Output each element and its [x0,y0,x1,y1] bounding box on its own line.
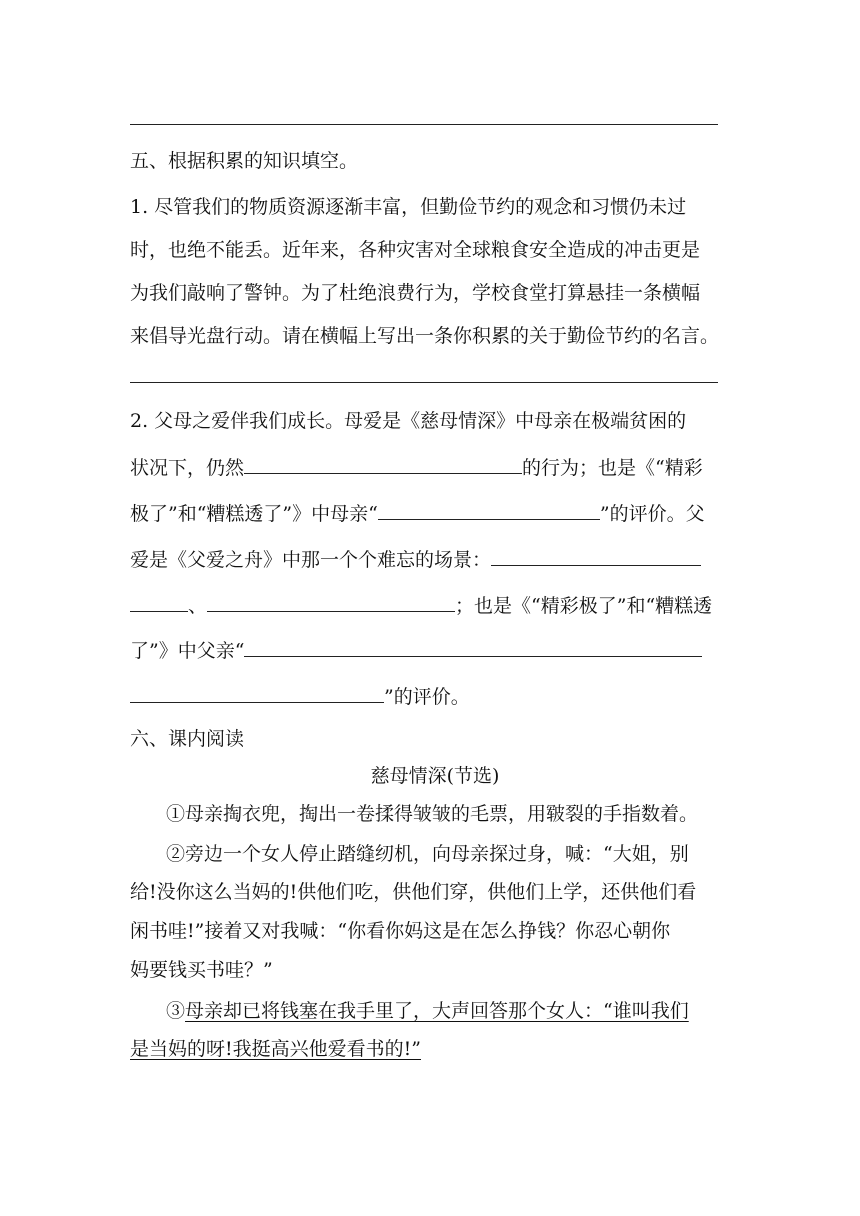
passage-paragraph-2-line-1: ②旁边一个女人停止踏缝纫机，向母亲探过身，喊：“大姐，别 [166,843,689,865]
passage-paragraph-3-line-1 [130,996,776,1026]
answer-blank[interactable] [491,543,701,566]
question-text: 状况下，仍然 [130,457,245,479]
section-heading: 六、课内阅读 [130,728,245,750]
passage-paragraph-2-line-3: 闲书哇!”接着又对我喊：“你看你妈这是在怎么挣钱？你忍心朝你 [130,920,671,942]
question-text: 极了”和“糟糕透了”》中母亲“ [130,503,378,525]
question-text: ”的评价。父 [599,503,705,525]
answer-blank[interactable] [207,589,455,612]
answer-blank[interactable] [130,680,384,703]
question-text: 了”》中父亲“ [130,640,245,662]
question-text: 的行为；也是《“精彩 [522,457,703,479]
question-2-line-5 [130,589,740,621]
question-2-line-7 [130,680,740,712]
answer-blank[interactable] [244,451,522,474]
question-1-line-2: 时，也绝不能丢。近年来，各种灾害对全球粮食安全造成的冲击更是 [130,239,701,261]
question-text: 、 [188,595,208,617]
answer-blank[interactable] [130,589,188,612]
passage-paragraph-3-line-2 [130,1034,740,1064]
question-2-line-3 [130,497,740,529]
passage-paragraph-2-line-2: 给!没你这么当妈的!供他们吃，供他们穿，供他们上学，还供他们看 [130,881,697,903]
answer-line[interactable] [130,382,718,383]
question-2-line-2 [130,451,740,483]
answer-blank[interactable] [378,497,600,520]
answer-blank[interactable] [244,634,702,657]
question-text: 爱是《父爱之舟》中那一个个难忘的场景： [130,549,492,571]
underlined-sentence: 是当妈的呀!我挺高兴他爱看书的!” [130,1038,421,1060]
paragraph-marker: ③ [166,1000,186,1022]
question-1-line-1: 1. 尽管我们的物质资源逐渐丰富，但勤俭节约的观念和习惯仍未过 [130,196,687,218]
passage-paragraph-2-line-4: 妈要钱买书哇？” [130,959,273,981]
question-text: ”的评价。 [384,686,470,708]
question-1-line-4: 来倡导光盘行动。请在横幅上写出一条你积累的关于勤俭节约的名言。 [130,325,720,347]
passage-paragraph-1: ①母亲掏衣兜，掏出一卷揉得皱皱的毛票，用皲裂的手指数着。 [166,803,699,825]
question-2-line-4 [130,543,740,575]
question-1-line-3: 为我们敲响了警钟。为了杜绝浪费行为，学校食堂打算悬挂一条横幅 [130,282,701,304]
answer-line [130,124,718,125]
underlined-sentence: 母亲却已将钱塞在我手里了，大声回答那个女人：“谁叫我们 [185,1000,689,1022]
passage-title: 慈母情深(节选) [370,765,500,787]
question-2-line-6 [130,634,740,666]
question-text: ；也是《“精彩极了”和“糟糕透 [455,595,713,617]
question-2-line-1: 2. 父母之爱伴我们成长。母爱是《慈母情深》中母亲在极端贫困的 [130,410,687,432]
section-heading: 五、根据积累的知识填空。 [130,150,359,172]
